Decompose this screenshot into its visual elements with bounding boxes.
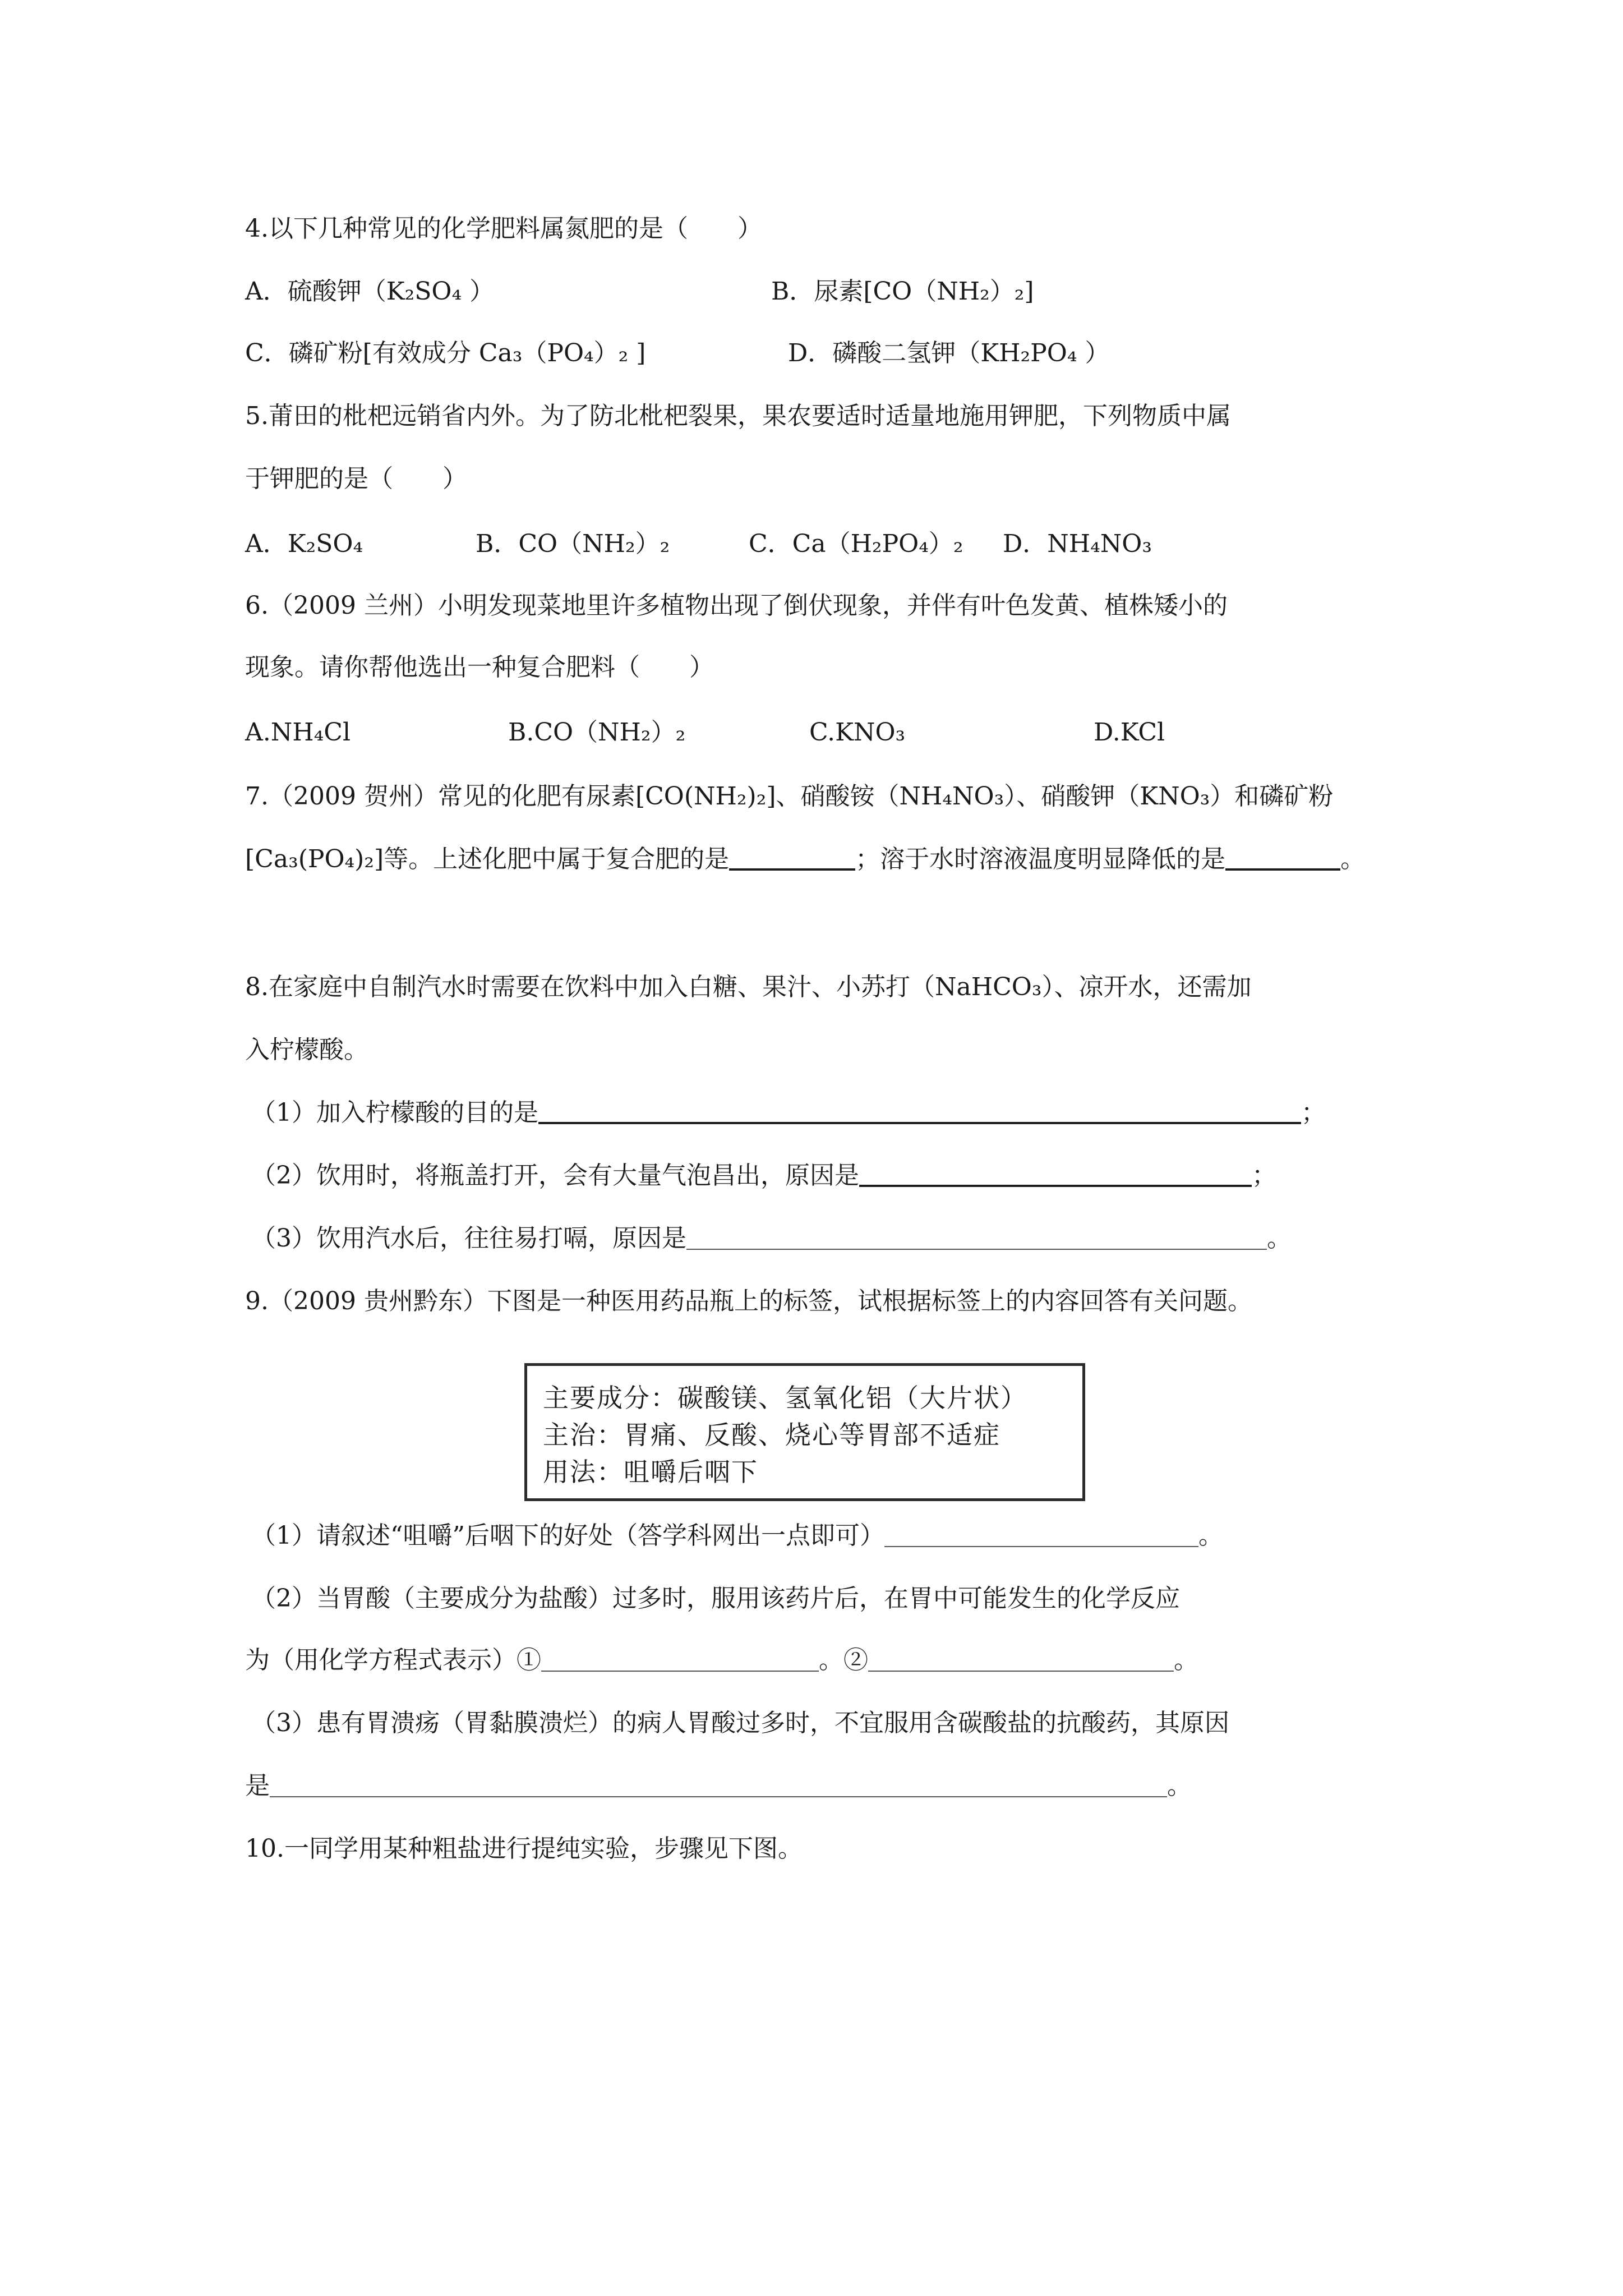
q8-part1-blank[interactable]: [538, 1099, 1301, 1124]
q5-option-d: D．NH₄NO₃: [1003, 530, 1152, 558]
q5-option-c: C．Ca（H₂PO₄）₂: [749, 530, 963, 558]
q8-part3: [251, 1222, 1292, 1255]
q7-line2-text-a: [Ca₃(PO₄)₂]等。上述化肥中属于复合肥的是: [245, 845, 730, 873]
q6-stem-line1: 6.（2009 兰州）小明发现菜地里许多植物出现了倒伏现象，并伴有叶色发黄、植株矮小的: [245, 591, 1228, 620]
q7-line1: 7.（2009 贺州）常见的化肥有尿素[CO(NH₂)₂]、硝酸铵（NH₄NO₃）、硝酸钾（KNO₃）和磷矿粉: [245, 782, 1334, 811]
q4-option-c: C．磷矿粉[有效成分 Ca₃（PO₄）₂ ]: [245, 339, 646, 367]
q6-stem-line2: 现象。请你帮他选出一种复合肥料（ ）: [245, 653, 714, 682]
q8-part2-end: ；: [1252, 1161, 1276, 1190]
q7-line2-text-b: ；溶于水时溶液温度明显降低的是: [855, 845, 1226, 873]
q8-part3-end: 。: [1267, 1224, 1292, 1253]
q8-part3-blank[interactable]: [686, 1226, 1267, 1250]
medicine-label-usage: 用法：咀嚼后咽下: [543, 1457, 758, 1487]
q9-part2-mid: 。②: [819, 1646, 868, 1674]
q7-answer-blank-2[interactable]: [1225, 846, 1340, 871]
medicine-label-indications: 主治：胃痛、反酸、烧心等胃部不适症: [543, 1420, 1000, 1450]
q8-part3-text: （3）饮用汽水后，往往易打嗝，原因是: [251, 1224, 686, 1253]
q9-part1: [251, 1519, 1223, 1553]
q9-part2-text: 为（用化学方程式表示）①: [245, 1646, 541, 1674]
q4-option-d: D．磷酸二氢钾（KH₂PO₄ ）: [788, 339, 1110, 367]
q8-part2-text: （2）饮用时，将瓶盖打开，会有大量气泡昌出，原因是: [251, 1161, 859, 1190]
q8-part1-end: ；: [1301, 1098, 1326, 1127]
q9-part1-text: （1）请叙述“咀嚼”后咽下的好处（答学科网出一点即可）: [251, 1521, 884, 1550]
q6-option-b: B.CO（NH₂）₂: [508, 718, 686, 747]
q9-equation-1-blank[interactable]: [541, 1648, 819, 1672]
q9-part3-blank[interactable]: [270, 1774, 1167, 1797]
q4-option-b: B．尿素[CO（NH₂）₂]: [771, 277, 1034, 306]
q6-option-a: A.NH₄Cl: [245, 718, 351, 747]
medicine-label: [524, 1363, 1085, 1501]
q9-stem: 9.（2009 贵州黔东）下图是一种医用药品瓶上的标签，试根据标签上的内容回答有关问题。: [245, 1287, 1252, 1315]
q8-stem-line2: 入柠檬酸。: [245, 1036, 368, 1064]
q9-equation-2-blank[interactable]: [868, 1648, 1174, 1672]
q9-part2-end: 。: [1174, 1646, 1198, 1674]
q9-part2-line1: （2）当胃酸（主要成分为盐酸）过多时，服用该药片后，在胃中可能发生的化学反应: [251, 1584, 1180, 1613]
q9-part3-line2: [245, 1769, 1192, 1803]
q8-stem-line1: 8.在家庭中自制汽水时需要在饮料中加入白糖、果汁、小苏打（NaHCO₃）、凉开水，还需加: [245, 973, 1252, 1001]
q9-part2-line2: [245, 1644, 1198, 1677]
q9-part3-end: 。: [1167, 1772, 1192, 1800]
q9-part3-line1: （3）患有胃溃疡（胃黏膜溃烂）的病人胃酸过多时，不宜服用含碳酸盐的抗酸药，其原因: [251, 1709, 1229, 1737]
medicine-label-ingredients: 主要成分：碳酸镁、氢氧化铝（大片状）: [543, 1383, 1027, 1413]
q8-part1: [251, 1096, 1326, 1130]
q4-stem: 4.以下几种常见的化学肥料属氮肥的是（ ）: [245, 214, 762, 243]
q6-option-c: C.KNO₃: [809, 718, 906, 747]
q5-stem-line2: 于钾肥的是（ ）: [245, 464, 467, 493]
q9-part1-end: 。: [1198, 1521, 1223, 1550]
q7-answer-blank-1[interactable]: [729, 846, 855, 871]
q5-option-a: A．K₂SO₄: [245, 530, 363, 558]
q5-option-b: B．CO（NH₂）₂: [476, 530, 670, 558]
q5-stem-line1: 5.莆田的枇杷远销省内外。为了防北枇杷裂果，果农要适时适量地施用钾肥，下列物质中属: [245, 402, 1231, 430]
q7-line2: [245, 843, 1365, 876]
q6-option-d: D.KCl: [1094, 718, 1165, 747]
q8-part2: [251, 1159, 1276, 1193]
q8-part1-text: （1）加入柠檬酸的目的是: [251, 1098, 538, 1127]
q10-stem: 10.一同学用某种粗盐进行提纯实验，步骤见下图。: [245, 1834, 803, 1863]
q7-line2-text-c: 。: [1340, 845, 1366, 873]
q9-part3-text: 是: [245, 1772, 270, 1800]
q9-part1-blank[interactable]: [884, 1524, 1198, 1547]
q4-option-a: A．硫酸钾（K₂SO₄ ）: [245, 277, 495, 306]
q8-part2-blank[interactable]: [859, 1162, 1252, 1187]
